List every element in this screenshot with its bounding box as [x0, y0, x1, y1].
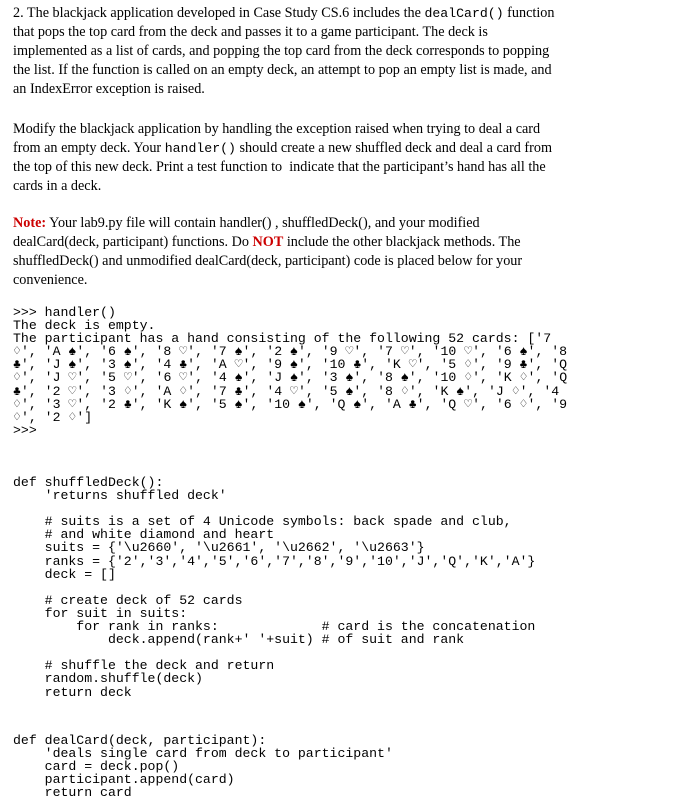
problem-paragraph-2	[13, 120, 552, 196]
note-text-a: Your lab9.py file will contain handler() , shuffledDeck(), and your modified dealCard(deck, participant) functions. Do	[13, 215, 480, 250]
problem-paragraph-1	[13, 4, 554, 99]
note-paragraph	[13, 214, 522, 290]
console-output: >>> handler() The deck is empty. The participant has a hand consisting of the following 52 cards: ['7 ♢', 'A ♠', '6 ♠', '8 ♡', '7 ♠', '2 ♠', '9 ♡', '7 ♡', '10 ♡', '6 ♠', '8 ♣', 'J ♠', '3 ♠', '4 ♣', 'A ♡', '9 ♠', '10 ♣', 'K ♡', '5 ♢', '9 ♣', 'Q ♢', 'J ♡', '5 ♡', '6 ♡', '4 ♠', 'J ♠', '3 ♠', '8 ♠', '10 ♢', 'K ♢', 'Q ♣', '2 ♡', '3 ♢', 'A ♢', '7 ♣', '4 ♡', '5 ♠', '8 ♢', 'K ♠', 'J ♢', '4 ♢', '3 ♡', '2 ♣', 'K ♠', '5 ♠', '10 ♠', 'Q ♠', 'A ♣', 'Q ♡', '6 ♢', '9 ♢', '2 ♢'] >>>	[13, 305, 568, 438]
note-label: Note:	[13, 215, 47, 231]
para2-text-a: Modify the blackjack application by handling the exception raised when trying to deal a card from an empty deck. Your	[13, 121, 541, 156]
para2-text-b: should create a new shuffled deck and deal a card from the top of this new deck. Print a test function to indicate that the participant’s hand has all the cards in a deck.	[13, 140, 553, 194]
dealcard-inline-code: dealCard()	[424, 6, 504, 21]
para1-text-a: 2. The blackjack application developed in Case Study CS.6 includes the	[13, 5, 425, 21]
shuffleddeck-code-block: def shuffledDeck(): 'returns shuffled deck' # suits is a set of 4 Unicode symbols: back spade and club, # and white diamond and heart suits = {'\u2660', '\u2661', '\u2662', '\u2663'} ranks = {'2','3','4','5','6','7','8','9','10','J','Q','K','A'} deck = [] # create deck of 52 cards for suit in suits: for rank in ranks: # card is the concatenation deck.append(rank+' '+suit) # of suit and rank # shuffle the deck and return random.shuffle(deck) return deck	[13, 475, 536, 700]
note-not-emphasis: NOT	[252, 234, 284, 250]
handler-inline-code: handler()	[164, 141, 236, 156]
para1-text-b: function that pops the top card from the deck and passes it to a game participant. The deck is implemented as a list of cards, and popping the top card from the deck corresponds to popping the list. If the function is called on an empty deck, an attempt to pop an empty list is made, and an IndexError exception is raised.	[13, 5, 555, 97]
note-text-b: include the other blackjack methods. The shuffledDeck() and unmodified dealCard(deck, participant) code is placed below for your convenience.	[13, 234, 523, 288]
dealcard-code-block: def dealCard(deck, participant): 'deals single card from deck to participant' card = deck.pop() participant.append(card) return card	[13, 733, 393, 801]
